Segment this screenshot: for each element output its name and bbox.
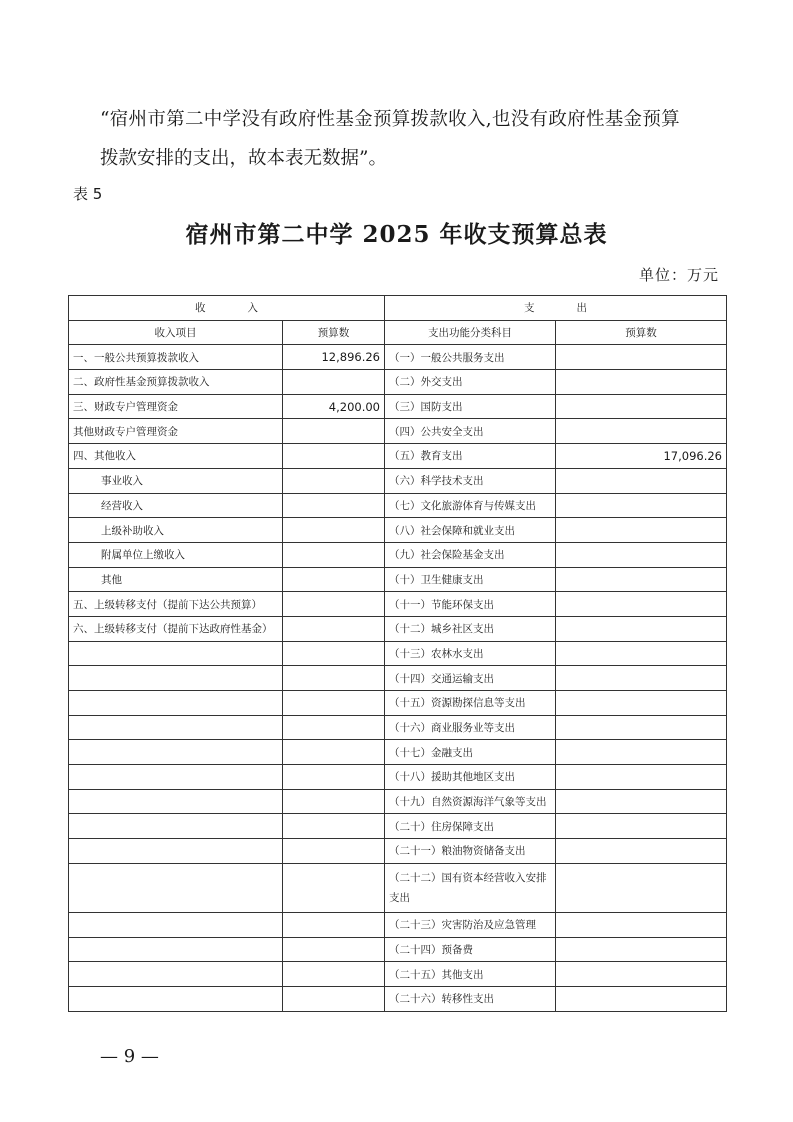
expend-item-cell: （二十三）灾害防治及应急管理 [385,912,556,937]
table-row [69,912,727,937]
expend-item-cell: （八）社会保障和就业支出 [385,518,556,543]
income-section-header: 收 入 [69,296,385,321]
income-item-cell [69,691,283,716]
income-item-cell [69,814,283,839]
income-amount-cell [283,370,385,395]
income-amount-cell [283,691,385,716]
table-row [69,765,727,790]
expend-amount-cell: 17,096.26 [556,444,727,469]
table-row [69,419,727,444]
table-row [69,740,727,765]
income-amount-cell [283,616,385,641]
table-row [69,444,727,469]
income-item-cell [69,962,283,987]
income-item-cell [69,986,283,1011]
col-header-expend-item: 支出功能分类科目 [385,320,556,345]
table-number: 表 5 [73,185,103,203]
income-item-cell [69,765,283,790]
expend-item-cell: （二十一）粮油物资储备支出 [385,839,556,864]
expend-item-cell: （五）教育支出 [385,444,556,469]
table-row [69,641,727,666]
expend-item-cell: （四）公共安全支出 [385,419,556,444]
income-amount-cell [283,986,385,1011]
intro-paragraph [100,100,720,178]
income-amount-cell: 12,896.26 [283,345,385,370]
expend-item-cell: （九）社会保险基金支出 [385,542,556,567]
income-item-cell [69,641,283,666]
income-amount-cell [283,740,385,765]
unit-label: 单位：万元 [638,266,719,284]
income-item-cell: 五、上级转移支付（提前下达公共预算） [69,592,283,617]
expend-amount-cell [556,592,727,617]
table-row [69,394,727,419]
table-row [69,839,727,864]
expend-item-cell: （二十四）预备费 [385,937,556,962]
expend-amount-cell [556,962,727,987]
expend-amount-cell [556,666,727,691]
expenditure-section-header: 支 出 [385,296,727,321]
col-header-income-amount: 预算数 [283,320,385,345]
expend-amount-cell [556,863,727,912]
expend-amount-cell [556,493,727,518]
income-item-cell: 其他财政专户管理资金 [69,419,283,444]
table-row [69,616,727,641]
budget-summary-table [68,295,727,1012]
expend-amount-cell [556,986,727,1011]
expend-item-cell: （一）一般公共服务支出 [385,345,556,370]
expend-item-cell: （二）外交支出 [385,370,556,395]
expend-amount-cell [556,370,727,395]
income-item-cell [69,839,283,864]
income-amount-cell [283,937,385,962]
table-row [69,592,727,617]
income-amount-cell [283,641,385,666]
expend-item-cell: （十）卫生健康支出 [385,567,556,592]
table-row [69,468,727,493]
expend-item-cell: （十三）农林水支出 [385,641,556,666]
table-row [69,789,727,814]
income-item-cell: 经营收入 [69,493,283,518]
intro-line-1: “宿州市第二中学没有政府性基金预算拨款收入,也没有政府性基金预算 [100,109,680,130]
table-row [69,666,727,691]
expend-item-cell: （六）科学技术支出 [385,468,556,493]
intro-line-2: 拨款安排的支出，故本表无数据”。 [100,148,387,169]
expend-amount-cell [556,616,727,641]
expend-amount-cell [556,912,727,937]
income-amount-cell [283,962,385,987]
expend-item-cell: （七）文化旅游体育与传媒支出 [385,493,556,518]
income-item-cell [69,740,283,765]
income-amount-cell [283,666,385,691]
income-amount-cell [283,789,385,814]
expend-amount-cell [556,394,727,419]
expend-item-cell: （十二）城乡社区支出 [385,616,556,641]
income-amount-cell [283,592,385,617]
expend-amount-cell [556,814,727,839]
expend-item-cell: （十一）节能环保支出 [385,592,556,617]
table-row [69,345,727,370]
table-row [69,370,727,395]
income-amount-cell [283,444,385,469]
col-header-expend-amount: 预算数 [556,320,727,345]
expend-item-cell: （二十二）国有资本经营收入安排支出 [385,863,556,912]
expend-amount-cell [556,765,727,790]
expend-item-cell: （三）国防支出 [385,394,556,419]
income-amount-cell [283,468,385,493]
income-item-cell: 其他 [69,567,283,592]
income-amount-cell [283,814,385,839]
income-item-cell [69,789,283,814]
income-amount-cell [283,518,385,543]
table-row [69,518,727,543]
income-amount-cell [283,863,385,912]
income-item-cell: 六、上级转移支付（提前下达政府性基金） [69,616,283,641]
expend-amount-cell [556,937,727,962]
expend-item-cell: （二十六）转移性支出 [385,986,556,1011]
income-item-cell [69,937,283,962]
income-item-cell: 二、政府性基金预算拨款收入 [69,370,283,395]
table-section-header-row [69,296,727,321]
table-row [69,937,727,962]
expend-amount-cell [556,641,727,666]
expend-amount-cell [556,839,727,864]
table-row [69,962,727,987]
expend-amount-cell [556,518,727,543]
expend-item-cell: （十六）商业服务业等支出 [385,715,556,740]
income-item-cell: 附属单位上缴收入 [69,542,283,567]
expend-item-cell: （二十五）其他支出 [385,962,556,987]
income-item-cell [69,912,283,937]
income-amount-cell [283,765,385,790]
expend-amount-cell [556,345,727,370]
expend-amount-cell [556,789,727,814]
expend-amount-cell [556,567,727,592]
income-amount-cell: 4,200.00 [283,394,385,419]
col-header-income-item: 收入项目 [69,320,283,345]
income-amount-cell [283,493,385,518]
page-number: — 9 — [100,1046,159,1067]
expend-amount-cell [556,542,727,567]
expend-item-cell: （十七）金融支出 [385,740,556,765]
table-row [69,986,727,1011]
table-row [69,567,727,592]
table-row [69,863,727,912]
income-item-cell [69,715,283,740]
income-item-cell [69,666,283,691]
expend-item-cell: （十四）交通运输支出 [385,666,556,691]
table-row [69,715,727,740]
table-row [69,542,727,567]
table-row [69,814,727,839]
expend-item-cell: （二十）住房保障支出 [385,814,556,839]
income-amount-cell [283,419,385,444]
expend-amount-cell [556,715,727,740]
expend-item-cell: （十五）资源勘探信息等支出 [385,691,556,716]
income-amount-cell [283,542,385,567]
income-amount-cell [283,567,385,592]
income-amount-cell [283,715,385,740]
table-row [69,691,727,716]
expend-amount-cell [556,419,727,444]
expend-item-cell: （十九）自然资源海洋气象等支出 [385,789,556,814]
expend-amount-cell [556,740,727,765]
income-item-cell [69,863,283,912]
income-item-cell: 事业收入 [69,468,283,493]
income-item-cell: 上级补助收入 [69,518,283,543]
expend-item-cell: （十八）援助其他地区支出 [385,765,556,790]
income-amount-cell [283,839,385,864]
income-item-cell: 一、一般公共预算拨款收入 [69,345,283,370]
income-item-cell: 三、财政专户管理资金 [69,394,283,419]
page-title: 宿州市第二中学 2025 年收支预算总表 [185,221,608,248]
expend-amount-cell [556,468,727,493]
table-column-header-row [69,320,727,345]
table-row [69,493,727,518]
expend-amount-cell [556,691,727,716]
income-item-cell: 四、其他收入 [69,444,283,469]
income-amount-cell [283,912,385,937]
